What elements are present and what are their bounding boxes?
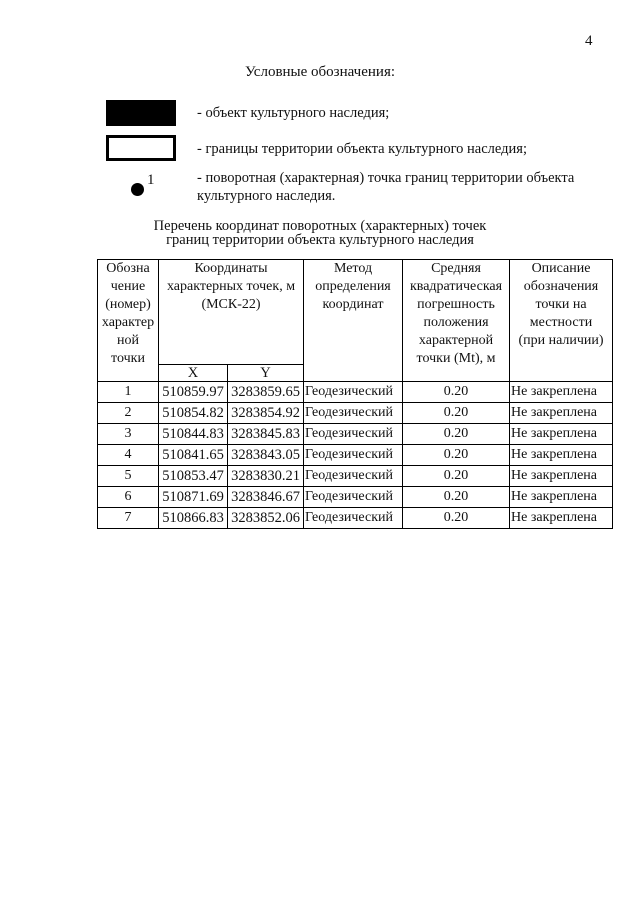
cell-error: 0.20 <box>403 403 510 424</box>
cell-method: Геодезический <box>304 445 403 466</box>
cell-description: Не закреплена <box>510 424 613 445</box>
header-y: Y <box>228 365 304 382</box>
cell-x: 510841.65 <box>159 445 228 466</box>
table-row <box>98 466 613 487</box>
cell-point-number: 7 <box>98 508 159 529</box>
cell-description: Не закреплена <box>510 487 613 508</box>
cell-description: Не закреплена <box>510 403 613 424</box>
cell-description: Не закреплена <box>510 445 613 466</box>
cell-y: 3283830.21 <box>228 466 304 487</box>
legend-item-turning-point: - поворотная (характерная) точка границ территории объекта культурного наследия. <box>197 170 575 204</box>
legend-title: Условные обозначения: <box>244 64 396 80</box>
header-x: X <box>159 365 228 382</box>
cell-error: 0.20 <box>403 508 510 529</box>
cell-x: 510844.83 <box>159 424 228 445</box>
header-designation: Обозна чение (номер) характер ной точки <box>98 260 159 382</box>
page-number: 4 <box>585 33 593 49</box>
cell-method: Геодезический <box>304 508 403 529</box>
cell-x: 510854.82 <box>159 403 228 424</box>
cell-y: 3283859.65 <box>228 382 304 403</box>
cell-x: 510866.83 <box>159 508 228 529</box>
table-row <box>98 445 613 466</box>
table-row <box>98 382 613 403</box>
cell-method: Геодезический <box>304 487 403 508</box>
cell-error: 0.20 <box>403 466 510 487</box>
cell-y: 3283846.67 <box>228 487 304 508</box>
cell-y: 3283854.92 <box>228 403 304 424</box>
cell-error: 0.20 <box>403 424 510 445</box>
cell-error: 0.20 <box>403 382 510 403</box>
territory-boundary-swatch <box>106 135 176 161</box>
legend-item-territory-boundary: - границы территории объекта культурного наследия; <box>197 141 527 157</box>
heritage-object-swatch <box>106 100 176 126</box>
table-row <box>98 424 613 445</box>
cell-description: Не закреплена <box>510 508 613 529</box>
cell-point-number: 6 <box>98 487 159 508</box>
cell-x: 510853.47 <box>159 466 228 487</box>
legend-item-heritage-object: - объект культурного наследия; <box>197 105 390 121</box>
cell-description: Не закреплена <box>510 382 613 403</box>
table-row <box>98 508 613 529</box>
cell-point-number: 4 <box>98 445 159 466</box>
cell-y: 3283852.06 <box>228 508 304 529</box>
cell-method: Геодезический <box>304 382 403 403</box>
header-description: Описание обозначения точки на местности (при наличии) <box>510 260 613 382</box>
header-error: Средняя квадратическая погрешность положения характерной точки (Mt), м <box>403 260 510 382</box>
turning-point-number: 1 <box>147 172 155 188</box>
cell-method: Геодезический <box>304 466 403 487</box>
cell-x: 510871.69 <box>159 487 228 508</box>
cell-point-number: 2 <box>98 403 159 424</box>
header-method: Метод определения координат <box>304 260 403 382</box>
cell-y: 3283845.83 <box>228 424 304 445</box>
cell-point-number: 1 <box>98 382 159 403</box>
cell-point-number: 3 <box>98 424 159 445</box>
cell-point-number: 5 <box>98 466 159 487</box>
cell-method: Геодезический <box>304 424 403 445</box>
table-row <box>98 403 613 424</box>
coordinate-list-title-line-1: Перечень координат поворотных (характерных) точек <box>153 218 487 234</box>
turning-point-icon <box>131 183 144 196</box>
coordinates-table <box>97 259 613 529</box>
table-row <box>98 487 613 508</box>
cell-error: 0.20 <box>403 487 510 508</box>
cell-description: Не закреплена <box>510 466 613 487</box>
coordinate-list-title <box>0 219 640 247</box>
cell-x: 510859.97 <box>159 382 228 403</box>
cell-y: 3283843.05 <box>228 445 304 466</box>
coordinate-list-title-line-2: границ территории объекта культурного наследия <box>166 232 474 248</box>
cell-error: 0.20 <box>403 445 510 466</box>
header-coordinates: Координаты характерных точек, м (МСК-22) <box>159 260 304 365</box>
cell-method: Геодезический <box>304 403 403 424</box>
